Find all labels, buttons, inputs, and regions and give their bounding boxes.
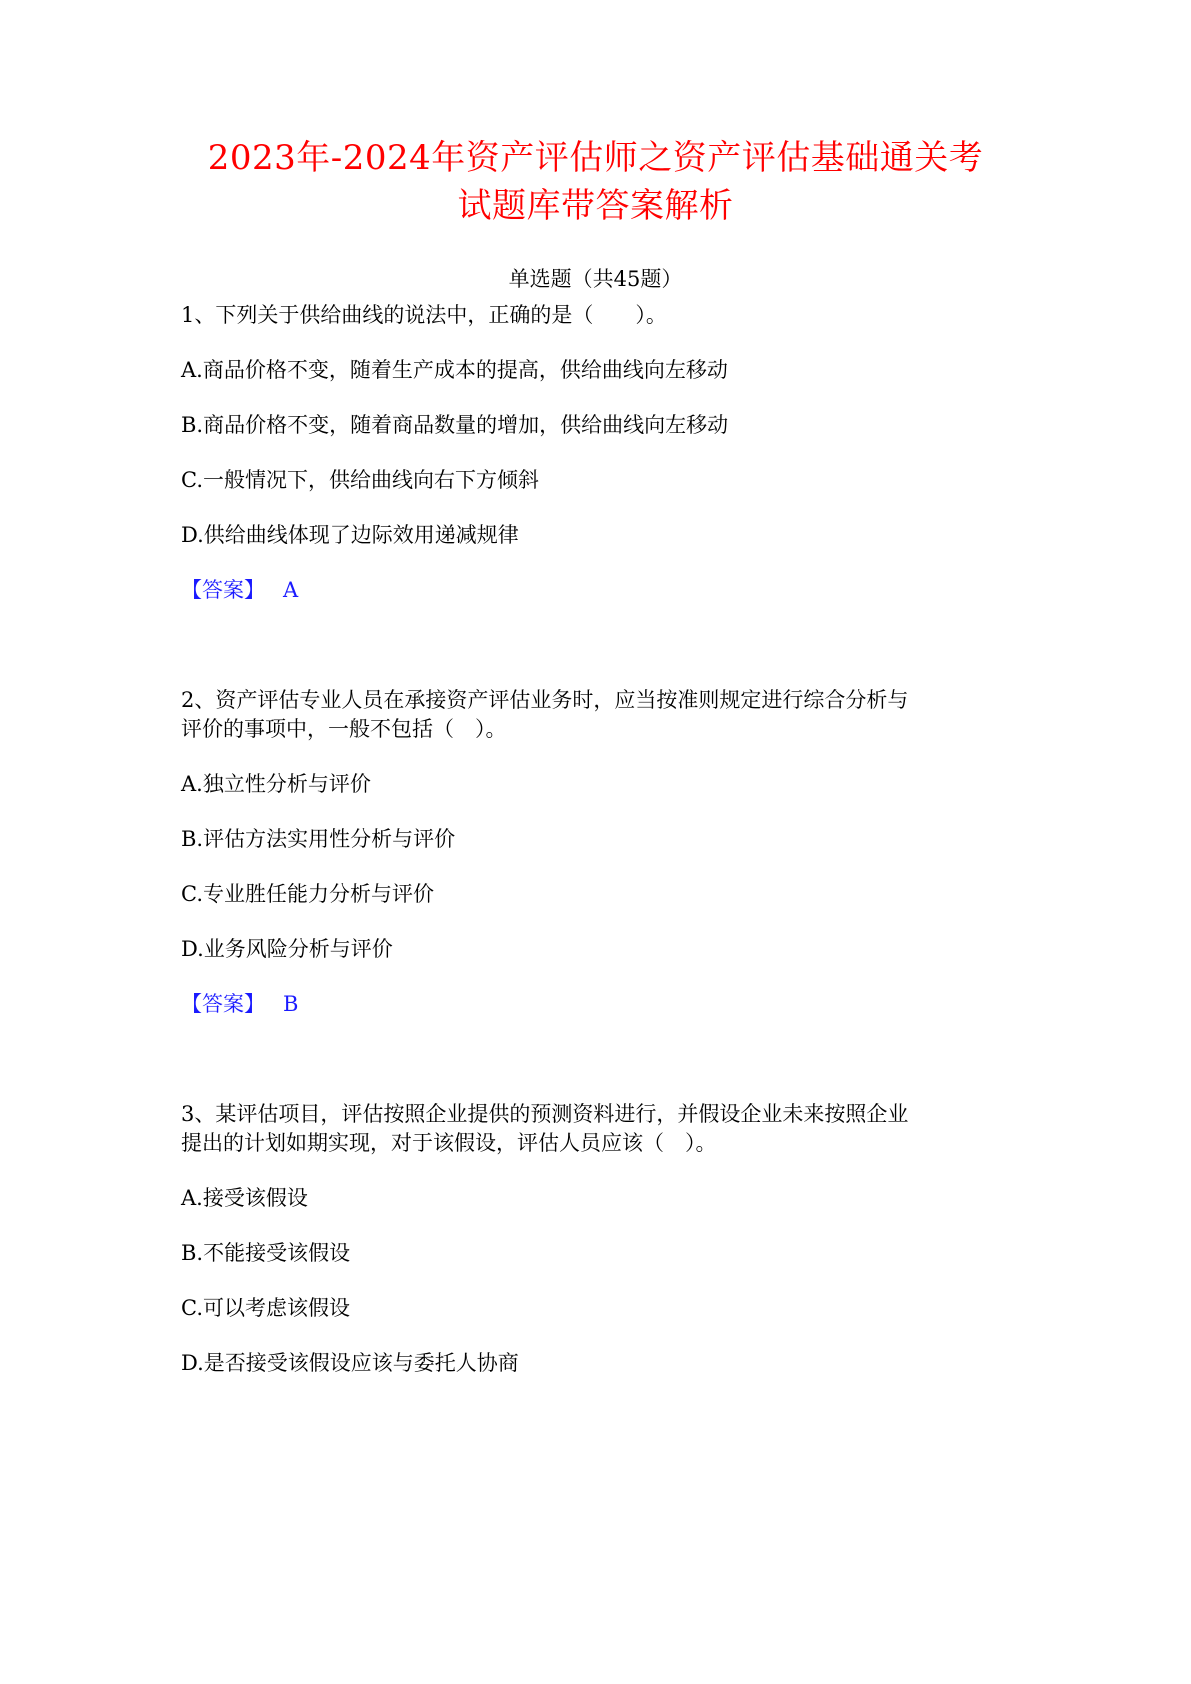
question-3-option-d: D.是否接受该假设应该与委托人协商: [181, 1351, 519, 1375]
question-1-stem: 1、下列关于供给曲线的说法中，正确的是（ ）。: [181, 303, 667, 327]
question-2-option-b: B.评估方法实用性分析与评价: [181, 827, 456, 851]
question-1-option-d: D.供给曲线体现了边际效用递减规律: [181, 523, 519, 547]
document-title-line-2: 试题库带答案解析: [457, 186, 734, 226]
answer-tag: 【答案】: [181, 992, 265, 1016]
question-2-option-a: A.独立性分析与评价: [181, 772, 371, 796]
answer-value: B: [283, 992, 299, 1016]
question-2-option-d: D.业务风险分析与评价: [181, 937, 393, 961]
question-3-option-c: C.可以考虑该假设: [181, 1296, 350, 1320]
question-2-stem-line-1: 2、资产评估专业人员在承接资产评估业务时，应当按准则规定进行综合分析与: [181, 688, 909, 712]
question-2-stem-line-2: 评价的事项中，一般不包括（ ）。: [181, 717, 507, 741]
section-heading: 单选题（共45题）: [508, 267, 683, 291]
answer-tag: 【答案】: [181, 578, 265, 602]
question-1-option-b: B.商品价格不变，随着商品数量的增加，供给曲线向左移动: [181, 413, 729, 437]
question-2-answer: [181, 989, 298, 1019]
question-2-option-c: C.专业胜任能力分析与评价: [181, 882, 434, 906]
question-1-answer: [181, 575, 298, 605]
question-3-stem-line-1: 3、某评估项目，评估按照企业提供的预测资料进行，并假设企业未来按照企业: [181, 1102, 909, 1126]
question-3-option-a: A.接受该假设: [181, 1186, 308, 1210]
answer-value: A: [283, 578, 299, 602]
question-1-option-a: A.商品价格不变，随着生产成本的提高，供给曲线向左移动: [181, 358, 728, 382]
question-3-option-b: B.不能接受该假设: [181, 1241, 351, 1265]
question-3-stem-line-2: 提出的计划如期实现，对于该假设，评估人员应该（ ）。: [181, 1131, 717, 1155]
question-1-option-c: C.一般情况下，供给曲线向右下方倾斜: [181, 468, 539, 492]
document-title-line-1: 2023年-2024年资产评估师之资产评估基础通关考: [207, 138, 984, 178]
